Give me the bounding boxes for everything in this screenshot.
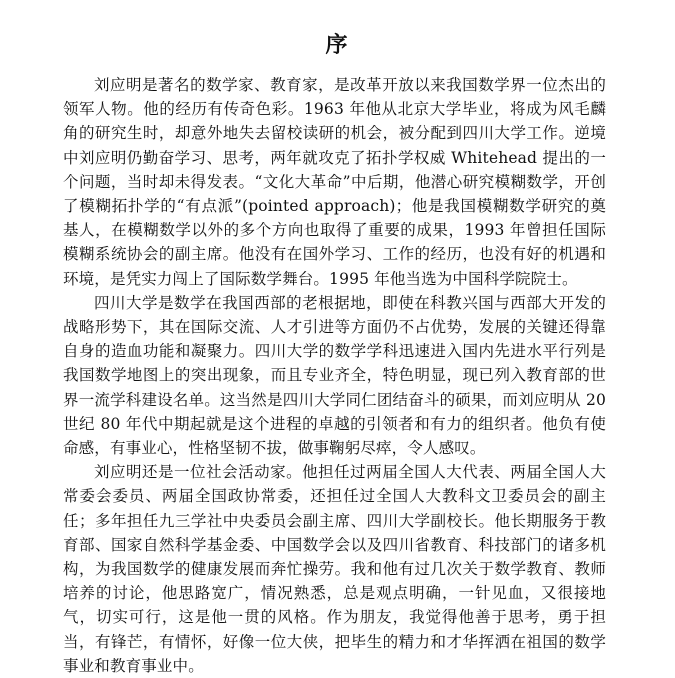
page-title: 序 <box>325 32 350 58</box>
body-text <box>63 73 606 678</box>
paragraph: 刘应明还是一位社会活动家。他担任过两届全国人大代表、两届全国人大常委会委员、两届全国政协常委，还担任过全国人大教科文卫委员会的副主任；多年担任九三学社中央委员会副主席、四川大学副校长。他长期服务于教育部、国家自然科学基金委、中国数学会以及四川省教育、科技部门的诸多机构，为我国数学的健康发展而奔忙操劳。我和他有过几次关于数学教育、教师培养的讨论，他思路宽广，情况熟悉，总是观点明确，一针见血，又很接地气，切实可行，这是他一贯的风格。作为朋友，我觉得他善于思考，勇于担当，有锋芒，有情怀，好像一位大侠，把毕生的精力和才华挥洒在祖国的数学事业和教育事业中。 <box>63 463 606 675</box>
paragraph: 四川大学是数学在我国西部的老根据地，即使在科教兴国与西部大开发的战略形势下，其在国际交流、人才引进等方面仍不占优势，发展的关键还得靠自身的造血功能和凝聚力。四川大学的数学学科迅速进入国内先进水平行列是我国数学地图上的突出现象，而且专业齐全，特色明显，现已列入教育部的世界一流学科建设名单。这当然是四川大学同仁团结奋斗的硕果，而刘应明从 20 世纪 80 年代中期起就是这个进程的卓越的引领者和有力的组织者。他负有使命感，有事业心，性格坚韧不拔，做事鞠躬尽瘁，令人感叹。 <box>63 293 606 458</box>
paragraph: 刘应明是著名的数学家、教育家，是改革开放以来我国数学界一位杰出的领军人物。他的经历有传奇色彩。1963 年他从北京大学毕业，将成为风毛麟角的研究生时，却意外地失去留校读研的机会，被分配到四川大学工作。逆境中刘应明仍勤奋学习、思考，两年就攻克了拓扑学权威 Whitehead 提出的一个问题，当时却未得发表。“文化大革命”中后期，他潜心研究模糊数学，开创了模糊拓扑学的“有点派”(pointed approach)；他是我国模糊数学研究的奠基人，在模糊数学以外的多个方向也取得了重要的成果，1993 年曾担任国际模糊系统协会的副主席。他没有在国外学习、工作的经历，也没有好的机遇和环境，是凭实力闯上了国际数学舞台。1995 年他当选为中国科学院院士。 <box>63 76 606 288</box>
